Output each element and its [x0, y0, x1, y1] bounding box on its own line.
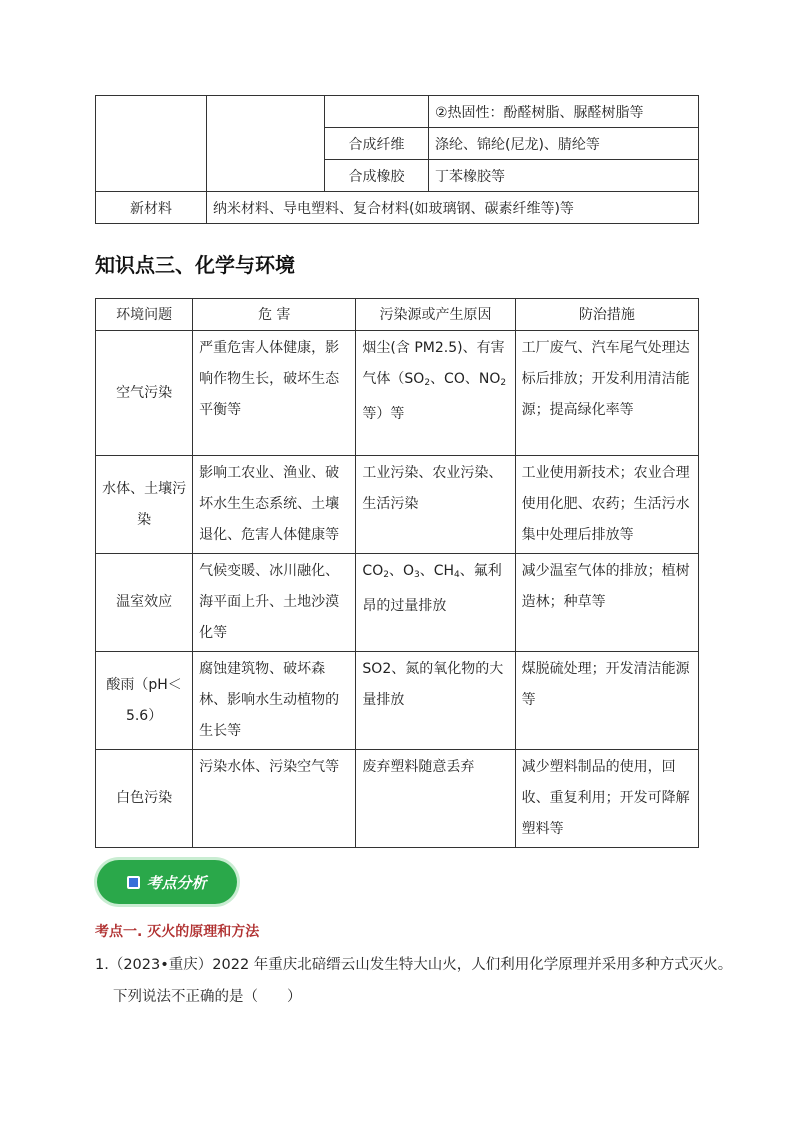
- harm-cell: 腐蚀建筑物、破坏森林、影响水生动植物的生长等: [193, 652, 356, 750]
- column-header: 危 害: [193, 299, 356, 331]
- text-span: 、CO、NO: [430, 371, 501, 387]
- source-cell: 工业污染、农业污染、生活污染: [356, 456, 515, 554]
- text-span: 烟尘(含 PM2.5)、有害气体（SO: [362, 340, 505, 387]
- question-text: 1.（2023•重庆）2022 年重庆北碚缙云山发生特大山火，人们利用化学原理并采用多种方式灭火。: [95, 957, 733, 973]
- text-span: CO: [362, 563, 384, 579]
- measures-cell: 工业使用新技术；农业合理使用化肥、农药；生活污水集中处理后排放等: [515, 456, 698, 554]
- table-row: [96, 96, 699, 128]
- table-cell: [96, 96, 207, 192]
- analysis-badge: [97, 860, 237, 904]
- measures-cell: 煤脱硫处理；开发清洁能源等: [515, 652, 698, 750]
- column-header: 污染源或产生原因: [356, 299, 515, 331]
- table-cell: 合成橡胶: [325, 160, 429, 192]
- source-cell: SO2、氮的氧化物的大量排放: [356, 652, 515, 750]
- measures-cell: 工厂废气、汽车尾气处理达标后排放；开发利用清洁能源；提高绿化率等: [515, 331, 698, 456]
- materials-table: [95, 95, 699, 224]
- table-cell: [325, 96, 429, 128]
- table-cell: [207, 96, 325, 192]
- table-cell: 新材料: [96, 192, 207, 224]
- environment-table: [95, 298, 699, 848]
- table-cell: 合成纤维: [325, 128, 429, 160]
- table-row: [96, 750, 699, 848]
- measures-cell: 减少塑料制品的使用，回收、重复利用；开发可降解塑料等: [515, 750, 698, 848]
- issue-cell: 水体、土壤污染: [96, 456, 193, 554]
- column-header: 防治措施: [515, 299, 698, 331]
- text-span: 、氟利昂的过量排放: [362, 563, 502, 614]
- subscript: 2: [500, 378, 507, 388]
- text-span: 、CH: [419, 563, 455, 579]
- table-cell: ②热固性：酚醛树脂、脲醛树脂等: [429, 96, 699, 128]
- issue-cell: 温室效应: [96, 554, 193, 652]
- table-row: [96, 554, 699, 652]
- table-row: [96, 652, 699, 750]
- subscript: 4: [454, 570, 460, 580]
- notebook-icon: [127, 876, 140, 889]
- table-cell: 丁苯橡胶等: [429, 160, 699, 192]
- measures-cell: 减少温室气体的排放；植树造林；种草等: [515, 554, 698, 652]
- harm-cell: 影响工农业、渔业、破坏水生生态系统、土壤退化、危害人体健康等: [193, 456, 356, 554]
- issue-cell: 白色污染: [96, 750, 193, 848]
- table-row: [96, 192, 699, 224]
- source-cell: [356, 554, 515, 652]
- source-cell: [356, 331, 515, 456]
- subscript: 2: [383, 570, 389, 580]
- kaodian-heading: 考点一. 灭火的原理和方法: [95, 924, 260, 940]
- table-header-row: [96, 299, 699, 331]
- issue-cell: 空气污染: [96, 331, 193, 456]
- column-header: 环境问题: [96, 299, 193, 331]
- question-prompt: 下列说法不正确的是（ ）: [113, 989, 302, 1005]
- issue-cell: 酸雨（pH＜5.6）: [96, 652, 193, 750]
- subscript: 2: [424, 378, 431, 388]
- text-span: 等）等: [362, 406, 405, 422]
- text-span: 、O: [388, 563, 414, 579]
- table-cell: 纳米材料、导电塑料、复合材料(如玻璃钢、碳素纤维等)等: [207, 192, 699, 224]
- section-heading: 知识点三、化学与环境: [95, 253, 295, 277]
- source-cell: 废弃塑料随意丢弃: [356, 750, 515, 848]
- badge-label: 考点分析: [146, 873, 207, 892]
- harm-cell: 严重危害人体健康，影响作物生长，破坏生态平衡等: [193, 331, 356, 456]
- table-cell: 涤纶、锦纶(尼龙)、腈纶等: [429, 128, 699, 160]
- table-row: [96, 456, 699, 554]
- harm-cell: 污染水体、污染空气等: [193, 750, 356, 848]
- subscript: 3: [413, 570, 420, 580]
- table-row: [96, 331, 699, 456]
- harm-cell: 气候变暖、冰川融化、海平面上升、土地沙漠化等: [193, 554, 356, 652]
